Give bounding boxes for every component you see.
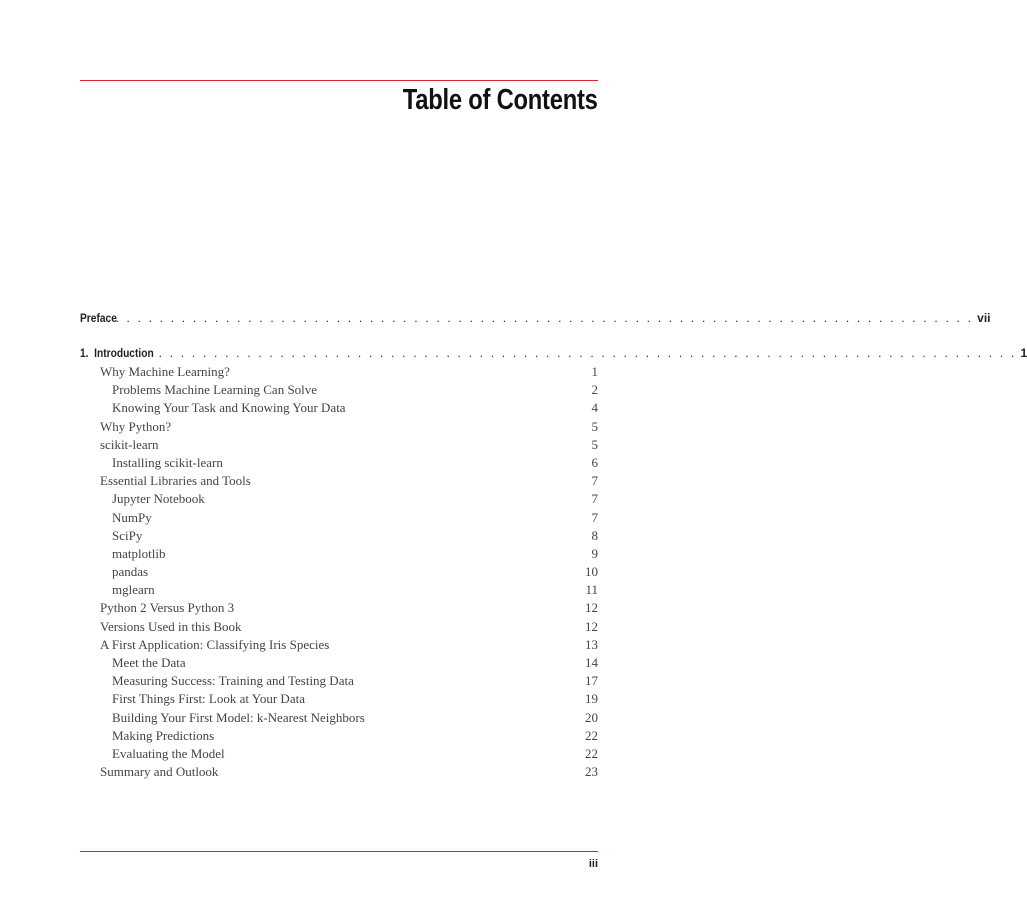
toc-entry-page: 4 [591,400,598,416]
toc-entry-page: 17 [585,673,598,689]
toc-entry-title: Python 2 Versus Python 3 [100,600,235,616]
chapter-heading [80,346,154,360]
toc-entry-title: Jupyter Notebook [112,491,205,507]
toc-entry[interactable] [80,454,598,472]
toc-entry-page: 9 [591,545,598,561]
toc-entry[interactable] [80,490,598,508]
toc-entry-page: 23 [585,764,598,780]
toc-entry-title: Why Python? [100,418,172,434]
toc-entry-title: NumPy [112,509,152,525]
toc-entry-page: 2 [591,382,598,398]
toc-entry-title: pandas [112,564,149,580]
toc-entry-title: Essential Libraries and Tools [100,473,251,489]
toc-entry[interactable] [80,563,598,581]
toc-entry-page: 7 [591,509,598,525]
toc-entry[interactable] [80,581,598,599]
preface-page: vii [977,311,991,325]
toc-entry[interactable] [80,399,598,417]
toc-entry-title: SciPy [112,527,143,543]
toc-entry[interactable] [80,509,598,527]
preface-label: Preface [80,311,117,325]
toc-entry[interactable] [80,654,598,672]
toc-entry-page: 19 [585,691,598,707]
toc-entry[interactable] [80,418,598,436]
toc-entry-title: mglearn [112,582,155,598]
toc-entry[interactable] [80,727,598,745]
toc-entry-page: 20 [585,709,598,725]
toc-entry[interactable] [80,599,598,617]
leader-dots: . . . . . . . . . . . . . . . . . . . . . . . . . . . . . . . . . . . . . . . . . . . . . . . . . . . . . . . . . . . . . . . . . . . . . . . . . . . . . . [158,346,1017,360]
toc-entry-page: 12 [585,600,598,616]
toc-entry[interactable] [80,381,598,399]
toc-entry-page: 5 [591,436,598,452]
bottom-rule [80,851,598,852]
toc-entry-title: Making Predictions [112,727,215,743]
toc-entries [80,363,598,781]
toc-entry-page: 6 [591,454,598,470]
toc-entry-title: Summary and Outlook [100,764,219,780]
toc-entry-page: 11 [585,582,598,598]
toc-chapter-1[interactable] [80,346,1027,360]
toc-entry-title: Installing scikit-learn [112,454,223,470]
toc-entry-page: 5 [591,418,598,434]
toc-entry-title: matplotlib [112,545,166,561]
toc-preface[interactable] [80,311,991,325]
toc-entry[interactable] [80,472,598,490]
toc-entry-title: Meet the Data [112,655,186,670]
top-rule [80,80,598,81]
toc-entry-page: 8 [591,527,598,543]
chapter-label: Introduction [94,346,154,360]
toc-entry[interactable] [80,745,598,763]
page-number: iii [588,858,598,870]
toc-entry-title: Versions Used in this Book [100,618,242,634]
page-title: Table of Contents [403,84,598,116]
toc-entry-page: 22 [585,727,598,743]
chapter-number: 1. [80,346,89,360]
toc-entry[interactable] [80,709,598,727]
toc-entry-title: scikit-learn [100,436,159,452]
toc-entry[interactable] [80,436,598,454]
toc-entry[interactable] [80,363,598,381]
toc-entry-page: 14 [585,655,598,670]
leader-dots: . . . . . . . . . . . . . . . . . . . . . . . . . . . . . . . . . . . . . . . . . . . . . . . . . . . . . . . . . . . . . . . . . . . . . . . . . . . . . . [115,311,974,325]
toc-entry-title: First Things First: Look at Your Data [112,691,305,707]
toc-entry-page: 22 [585,745,598,761]
chapter-page: 1 [1020,346,1027,360]
toc-entry-title: Knowing Your Task and Knowing Your Data [112,400,346,416]
toc-entry-title: Why Machine Learning? [100,364,230,379]
toc-entry-page: 1 [591,364,598,379]
toc-entry-title: Problems Machine Learning Can Solve [112,382,318,398]
toc-entry-page: 7 [591,473,598,489]
toc-entry-title: Evaluating the Model [112,745,225,761]
toc-entry-page: 10 [585,564,598,580]
toc-entry[interactable] [80,618,598,636]
toc-entry-title: Measuring Success: Training and Testing Data [112,673,354,689]
toc-entry-title: Building Your First Model: k-Nearest Neighbors [112,709,365,725]
toc-entry-page: 12 [585,618,598,634]
toc-entry[interactable] [80,763,598,781]
toc-entry-title: A First Application: Classifying Iris Species [100,636,330,652]
toc-entry[interactable] [80,527,598,545]
toc-entry[interactable] [80,636,598,654]
toc-entry-page: 13 [585,636,598,652]
toc-entry[interactable] [80,690,598,708]
toc-entry-page: 7 [591,491,598,507]
toc-entry[interactable] [80,545,598,563]
toc-entry[interactable] [80,672,598,690]
